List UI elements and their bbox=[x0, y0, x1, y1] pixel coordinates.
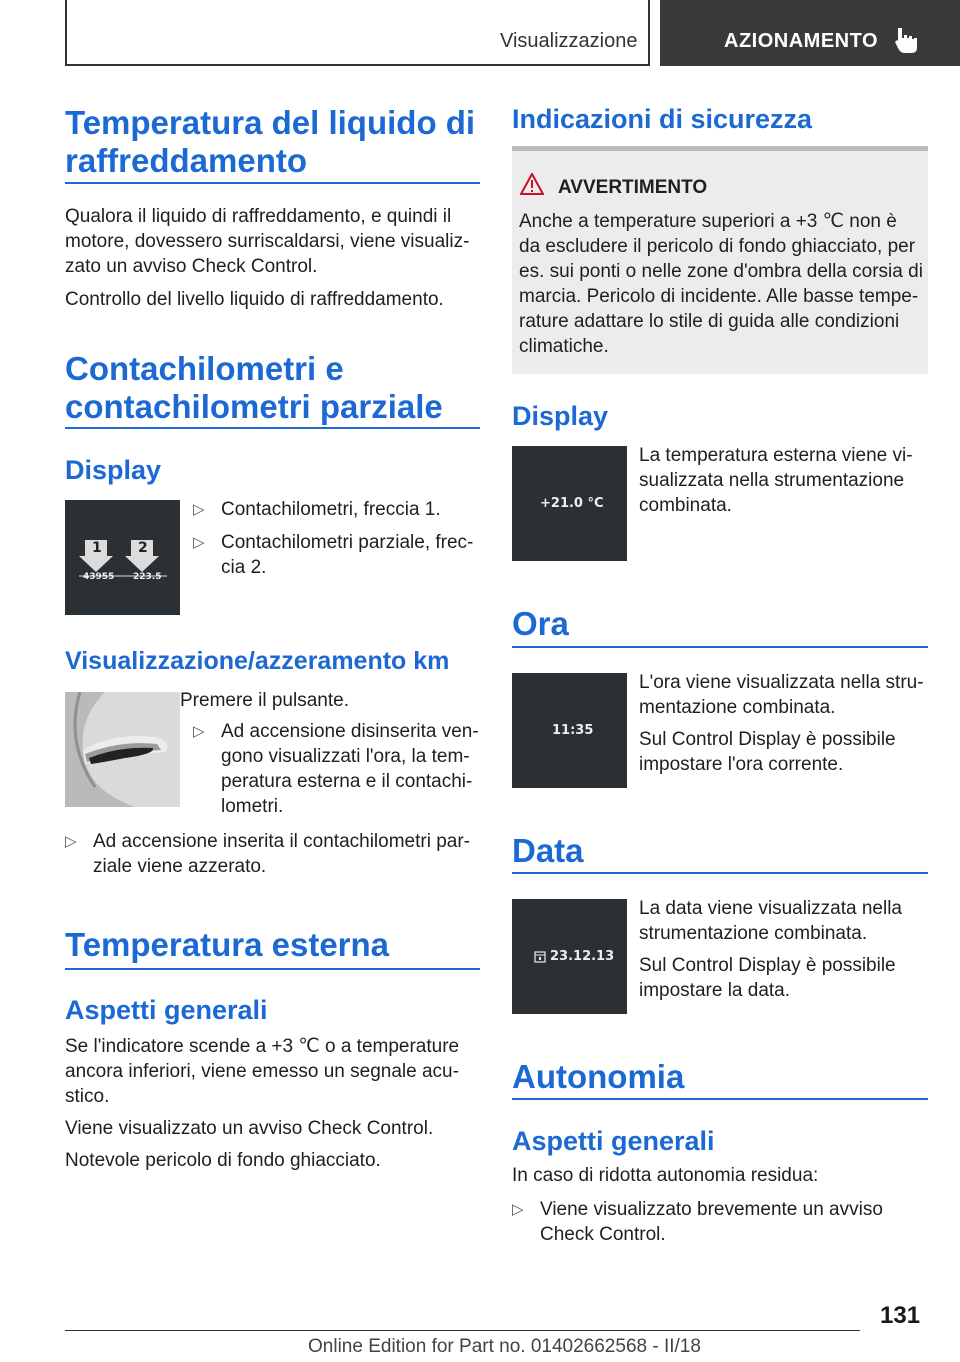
range-bullet-1-line-2: Check Control. bbox=[540, 1224, 666, 1245]
hand-pointer-icon bbox=[894, 26, 920, 54]
odometer-bullet-2-line-2: cia 2. bbox=[221, 557, 267, 578]
external-temp-p1-line-3: stico. bbox=[65, 1086, 110, 1107]
reset-bullet-1-line-4: lometri. bbox=[221, 796, 284, 817]
temperature-display-image bbox=[512, 446, 627, 561]
header-divider bbox=[648, 0, 650, 66]
range-title-rule bbox=[512, 1098, 928, 1100]
footer-edition: Online Edition for Part no. 01402662568 - II/18 bbox=[308, 1336, 701, 1357]
odometer-title-line-1: Contachilometri e bbox=[65, 350, 344, 387]
reset-bullet-2 bbox=[65, 829, 485, 879]
date-title: Data bbox=[512, 832, 584, 869]
time-p1-line-1: L'ora viene visualizzata nella stru- bbox=[639, 672, 924, 693]
header-chapter-tab bbox=[660, 0, 960, 66]
range-bullet-1 bbox=[512, 1197, 928, 1247]
general-aspects-title-left: Aspetti generali bbox=[65, 995, 268, 1025]
reset-title: Visualizzazione/azzeramento km bbox=[65, 647, 450, 675]
footer-rule bbox=[65, 1330, 860, 1331]
date-title-rule bbox=[512, 872, 928, 874]
date-display-image bbox=[512, 899, 627, 1014]
date-p1-line-2: strumentazione combinata. bbox=[639, 923, 868, 944]
odometer-bullet-2 bbox=[193, 530, 483, 580]
bullet-triangle-icon: ▷ bbox=[193, 723, 205, 740]
bullet-triangle-icon: ▷ bbox=[65, 833, 77, 850]
reset-button-image bbox=[65, 692, 180, 807]
odometer-title-line-2: contachilometri parziale bbox=[65, 388, 443, 425]
temperature-text-line-3: combinata. bbox=[639, 495, 732, 516]
header-section-title: Visualizzazione bbox=[500, 30, 638, 52]
odometer-bullet-2-line-1: Contachilometri parziale, frec- bbox=[221, 532, 474, 553]
warning-icon bbox=[520, 173, 544, 195]
time-p2-line-1: Sul Control Display è possibile bbox=[639, 729, 896, 750]
reset-bullet-2-line-1: Ad accensione inserita il contachilometri par- bbox=[93, 831, 471, 852]
date-p1-line-1: La data viene visualizzata nella bbox=[639, 898, 903, 919]
odometer-display-image bbox=[65, 500, 180, 615]
odometer-title-rule bbox=[65, 427, 480, 429]
coolant-paragraph-line-2: motore, dovessero surriscaldarsi, viene visualiz- bbox=[65, 231, 470, 252]
bullet-triangle-icon: ▷ bbox=[512, 1201, 524, 1218]
warning-title: AVVERTIMENTO bbox=[558, 177, 708, 198]
warning-line-4: marcia. Pericolo di incidente. Alle basse tempe- bbox=[519, 286, 919, 307]
odometer-trip-value: 223.5 bbox=[133, 572, 162, 582]
temperature-text-line-1: La temperatura esterna viene vi- bbox=[639, 445, 913, 466]
calendar-icon bbox=[534, 951, 546, 963]
coolant-title-line-2: raffreddamento bbox=[65, 142, 308, 179]
header-left-border bbox=[65, 0, 67, 66]
warning-line-3: es. sui ponti o nelle zone d'ombra della corsia di bbox=[519, 261, 923, 282]
general-aspects-title-right: Aspetti generali bbox=[512, 1126, 715, 1156]
range-title: Autonomia bbox=[512, 1058, 685, 1095]
bullet-triangle-icon: ▷ bbox=[193, 501, 205, 518]
time-display-image bbox=[512, 673, 627, 788]
coolant-title-rule bbox=[65, 182, 480, 184]
reset-paragraph: Premere il pulsante. bbox=[180, 690, 349, 711]
temperature-display-value: +21.0 °C bbox=[540, 496, 604, 511]
date-p2-line-1: Sul Control Display è possibile bbox=[639, 955, 896, 976]
safety-title: Indicazioni di sicurezza bbox=[512, 104, 813, 134]
reset-button-illustration bbox=[65, 692, 180, 807]
odometer-total-value: 43955 bbox=[83, 572, 115, 582]
odometer-bullet-1 bbox=[193, 497, 483, 522]
date-display-value: 23.12.13 bbox=[550, 949, 615, 964]
external-temp-title: Temperatura esterna bbox=[65, 926, 390, 963]
range-bullet-1-line-1: Viene visualizzato brevemente un avviso bbox=[540, 1199, 883, 1220]
external-temp-p1-line-1: Se l'indicatore scende a +3 ℃ o a temperature bbox=[65, 1036, 460, 1057]
header-chapter-title: AZIONAMENTO bbox=[724, 30, 879, 52]
external-temp-p2: Viene visualizzato un avviso Check Control. bbox=[65, 1118, 434, 1139]
date-p2-line-2: impostare la data. bbox=[639, 980, 791, 1001]
time-p1-line-2: mentazione combinata. bbox=[639, 697, 836, 718]
coolant-level-paragraph: Controllo del livello liquido di raffreddamento. bbox=[65, 289, 444, 310]
external-temp-p3: Notevole pericolo di fondo ghiacciato. bbox=[65, 1150, 381, 1171]
warning-line-1: Anche a temperature superiori a +3 ℃ non è bbox=[519, 211, 897, 232]
warning-line-6: climatiche. bbox=[519, 336, 609, 357]
temperature-text-line-2: sualizzata nella strumentazione bbox=[639, 470, 905, 491]
warning-box bbox=[512, 146, 928, 374]
external-temp-rule bbox=[65, 968, 480, 970]
time-title: Ora bbox=[512, 605, 569, 642]
reset-bullet-2-line-2: ziale viene azzerato. bbox=[93, 856, 267, 877]
reset-bullet-1-line-2: gono visualizzati l'ora, la tem- bbox=[221, 746, 470, 767]
coolant-paragraph-line-3: zato un avviso Check Control. bbox=[65, 256, 318, 277]
coolant-paragraph-line-1: Qualora il liquido di raffreddamento, e quindi il bbox=[65, 206, 452, 227]
warning-text bbox=[519, 209, 924, 359]
coolant-title-line-1: Temperatura del liquido di bbox=[65, 104, 476, 141]
warning-line-5: rature adattare lo stile di guida alle condizioni bbox=[519, 311, 900, 332]
range-paragraph: In caso di ridotta autonomia residua: bbox=[512, 1165, 819, 1186]
external-temp-p1-line-2: ancora inferiori, viene emesso un segnale acu- bbox=[65, 1061, 459, 1082]
bullet-triangle-icon: ▷ bbox=[193, 534, 205, 551]
odometer-bullet-1-text: Contachilometri, freccia 1. bbox=[221, 499, 441, 520]
time-title-rule bbox=[512, 646, 928, 648]
odometer-arrow-2-number: 2 bbox=[138, 540, 148, 556]
reset-bullet-1 bbox=[193, 719, 485, 819]
reset-bullet-1-line-3: peratura esterna e il contachi- bbox=[221, 771, 473, 792]
display-title-right: Display bbox=[512, 401, 609, 431]
warning-line-2: da escludere il pericolo di fondo ghiacciato, per bbox=[519, 236, 916, 257]
time-display-value: 11:35 bbox=[552, 723, 594, 738]
page-number: 131 bbox=[880, 1302, 921, 1329]
time-p2-line-2: impostare l'ora corrente. bbox=[639, 754, 844, 775]
reset-bullet-1-line-1: Ad accensione disinserita ven- bbox=[221, 721, 479, 742]
odometer-arrow-1-number: 1 bbox=[92, 540, 102, 556]
display-title-left: Display bbox=[65, 455, 162, 485]
header-bottom-border bbox=[65, 64, 650, 66]
